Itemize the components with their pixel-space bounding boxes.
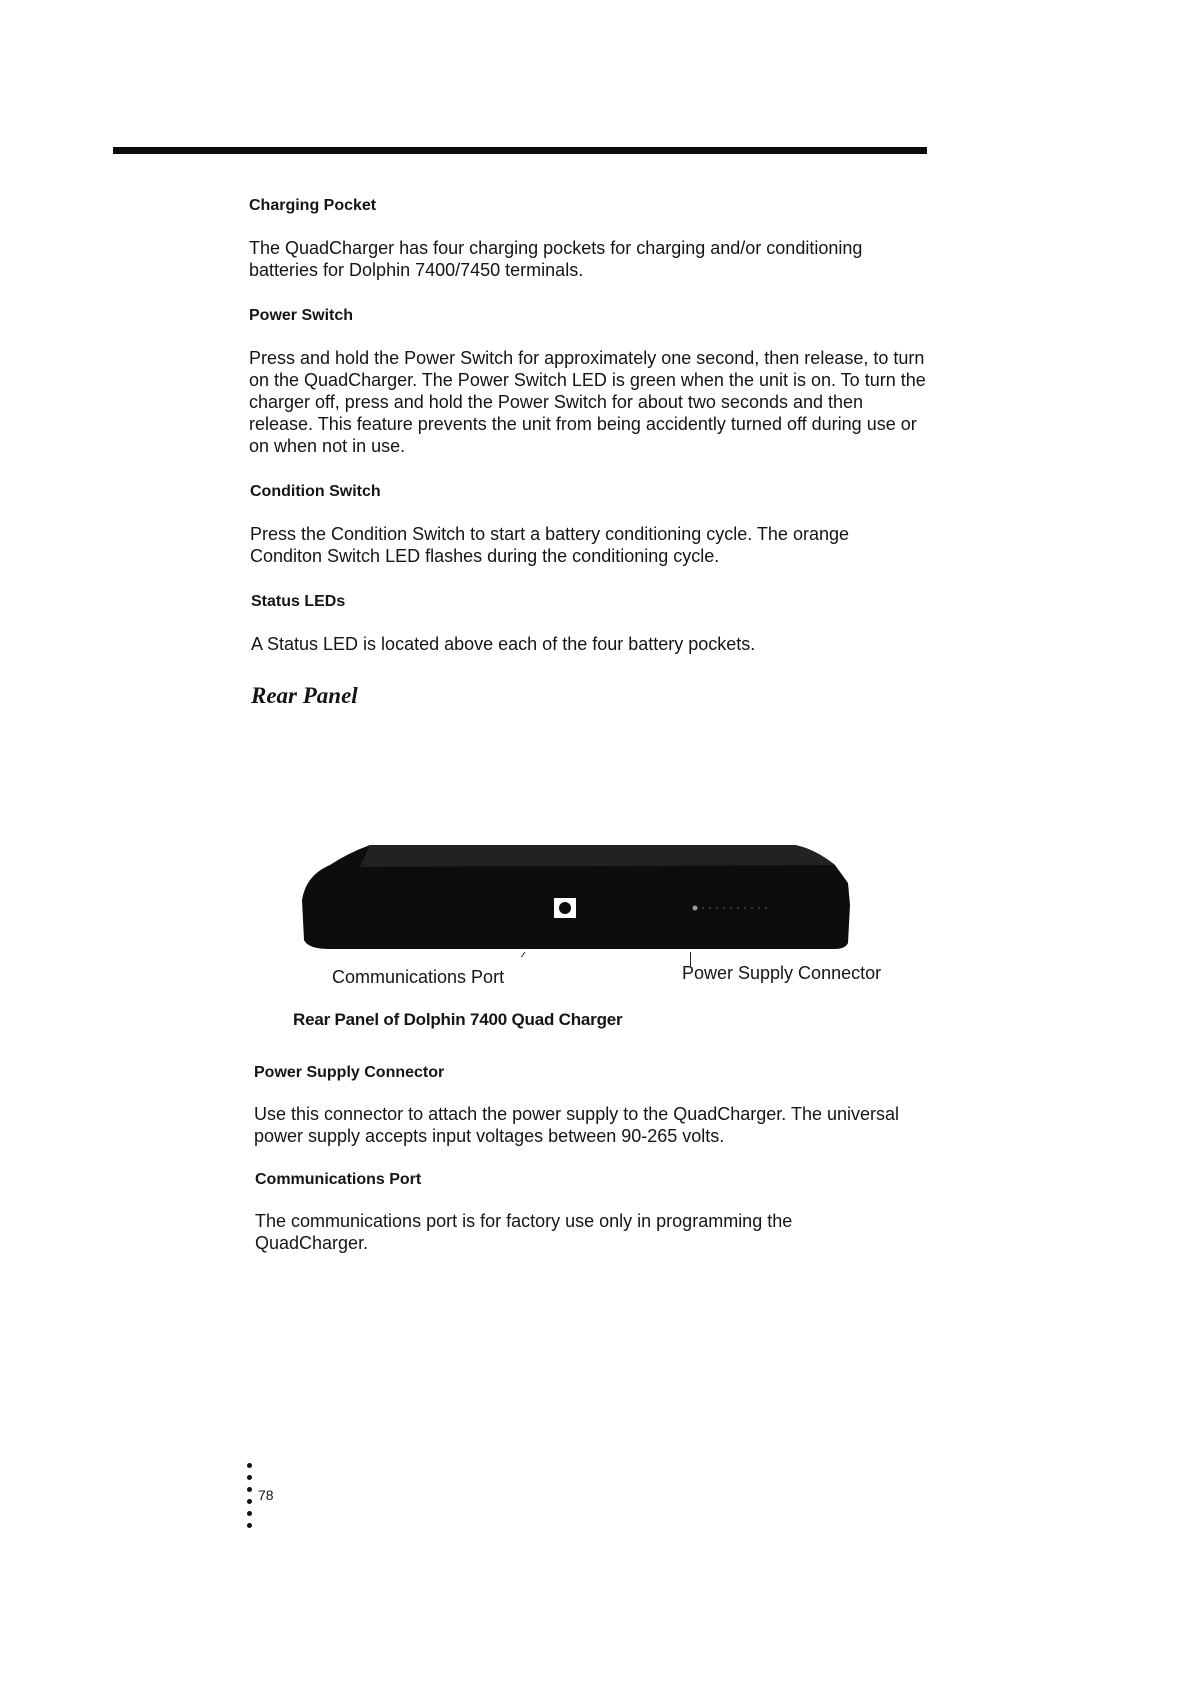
page-dots [246, 1463, 254, 1535]
communications-port-heading: Communications Port [255, 1171, 422, 1188]
figure-caption: Rear Panel of Dolphin 7400 Quad Charger [293, 1010, 623, 1029]
power-switch-heading: Power Switch [249, 307, 354, 324]
communications-port-text: The communications port is for factory use only in programming the QuadCharger. [255, 1211, 793, 1253]
condition-switch-text: Press the Condition Switch to start a battery conditioning cycle. The orange Conditon Switch LED flashes during the conditioning cycle. [250, 524, 849, 566]
charging-pocket-text: The QuadCharger has four charging pockets for charging and/or conditioning batteries for Dolphin 7400/7450 terminals. [249, 238, 863, 280]
page-number: 78 [258, 1487, 274, 1503]
communications-port-hole [559, 902, 571, 914]
power-switch-text: Press and hold the Power Switch for approximately one second, then release, to turn on the QuadCharger. The Power Switch LED is green when the unit is on. To turn the charger off, press and hold the Power Switch for about two seconds and then release. This feature prevents the unit from being accidently turned off during use or on when not in use. [249, 348, 926, 456]
condition-switch-heading: Condition Switch [250, 483, 381, 500]
communications-port-label: Communications Port [332, 967, 505, 987]
status-leds-heading: Status LEDs [251, 593, 346, 610]
status-leds-text: A Status LED is located above each of the four battery pockets. [251, 634, 756, 654]
rear-panel-illustration [300, 845, 860, 957]
power-supply-connector-text: Use this connector to attach the power supply to the QuadCharger. The universal power supply accepts input voltages between 90-265 volts. [254, 1104, 900, 1146]
power-supply-connector-label: Power Supply Connector [682, 963, 882, 983]
communications-port-leader [512, 952, 525, 957]
rear-panel-title: Rear Panel [251, 683, 358, 708]
charger-top-edge [360, 845, 835, 867]
top-rule [113, 147, 927, 154]
charging-pocket-heading: Charging Pocket [249, 197, 377, 214]
power-supply-connector-heading: Power Supply Connector [254, 1064, 445, 1081]
power-connector-icon [693, 906, 698, 911]
